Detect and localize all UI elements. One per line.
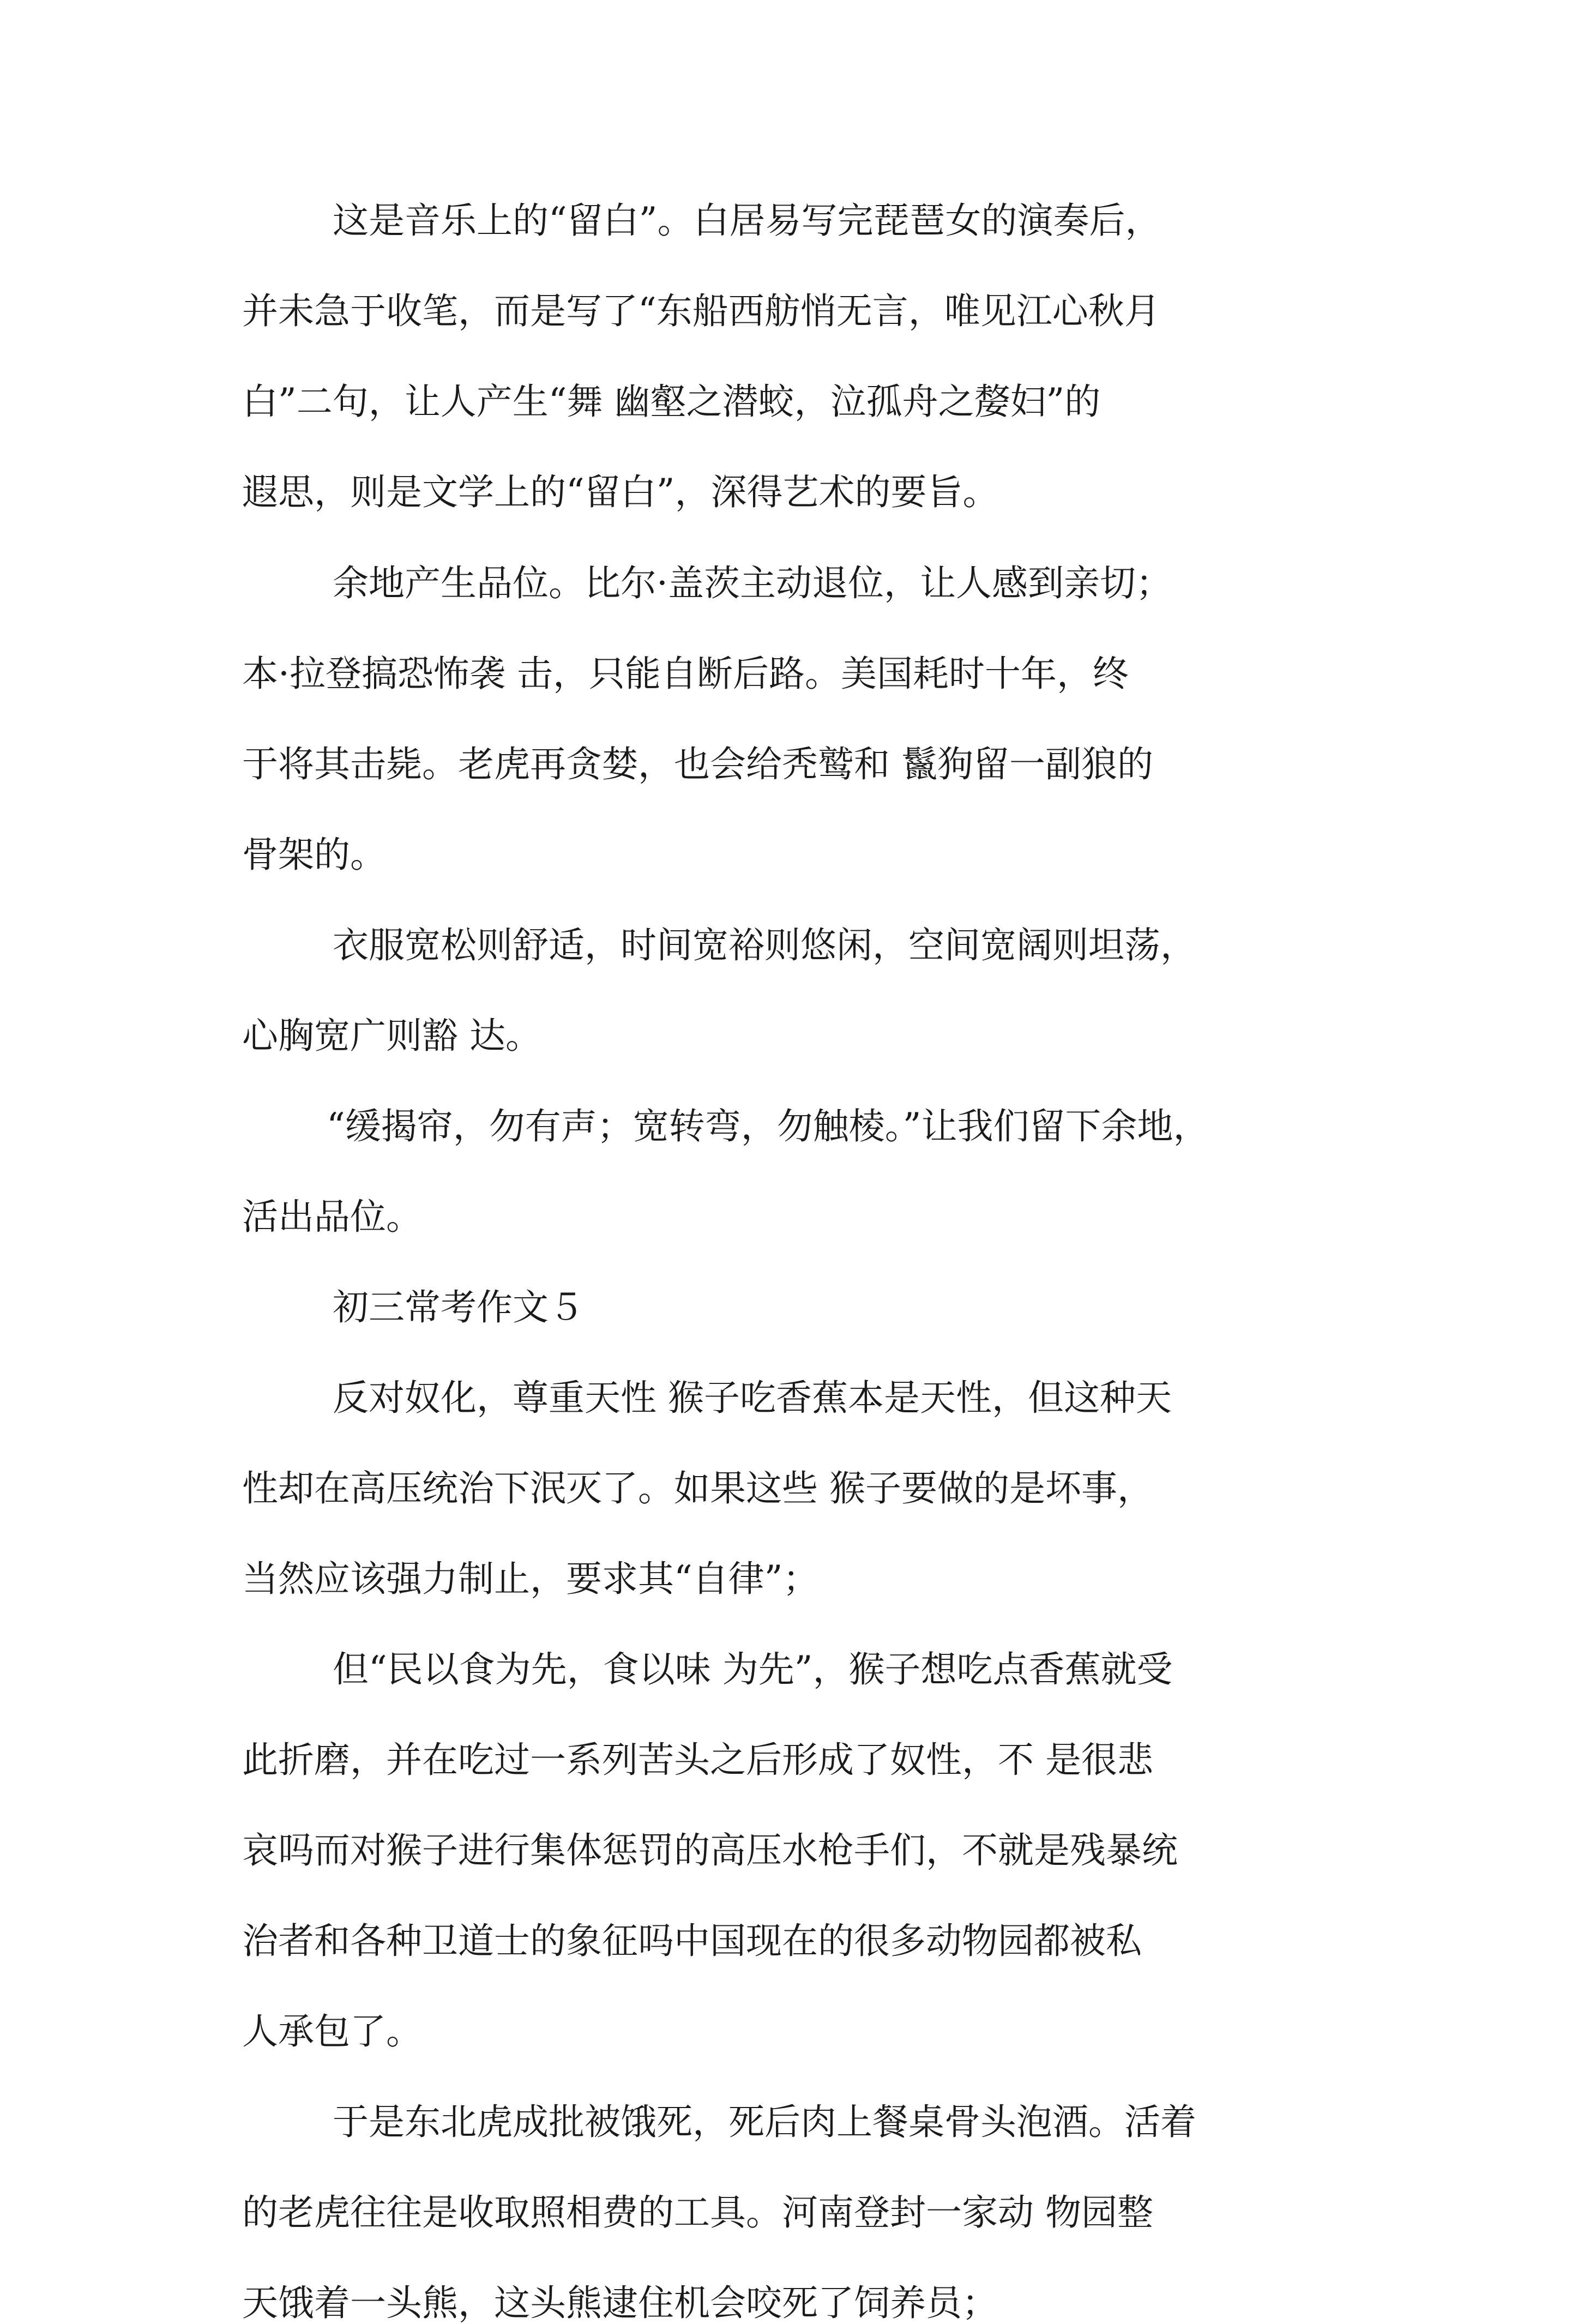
paragraph-8-line-2: 的老虎往往是收取照相费的工具。河南登封一家动 物园整 — [242, 2191, 1153, 2233]
paragraph-7-line-4: 治者和各种卫道士的象征吗中国现在的很多动物园都被私 — [242, 1920, 1142, 1962]
paragraph-4-line-1: “缓揭帘，勿有声；宽转弯，勿触棱。”让我们留下余地， — [327, 1105, 1209, 1147]
paragraph-4-line-2: 活出品位。 — [242, 1196, 422, 1238]
paragraph-7-line-1: 但“民以食为先，食以味 为先”，猴子想吃点香蕉就受 — [333, 1648, 1173, 1690]
paragraph-2-line-4: 骨架的。 — [242, 834, 386, 876]
paragraph-8-line-3: 天饿着一头熊，这头熊逮住机会咬死了饲养员； — [242, 2282, 998, 2324]
paragraph-2-line-2: 本·拉登搞恐怖袭 击，只能自断后路。美国耗时十年，终 — [242, 653, 1129, 695]
paragraph-3-line-2: 心胸宽广则豁 达。 — [242, 1015, 541, 1057]
paragraph-6-line-1: 反对奴化，尊重天性 猴子吃香蕉本是天性，但这种天 — [333, 1377, 1172, 1419]
paragraph-1-line-4: 遐思，则是文学上的“留白”，深得艺术的要旨。 — [242, 471, 999, 513]
paragraph-8-line-1: 于是东北虎成批被饿死，死后肉上餐桌骨头泡酒。活着 — [333, 2101, 1196, 2143]
paragraph-1-line-3: 白”二句，让人产生“舞 幽壑之潜蛟，泣孤舟之嫠妇”的 — [242, 381, 1101, 423]
paragraph-7-line-3: 哀吗而对猴子进行集体惩罚的高压水枪手们，不就是残暴统 — [242, 1829, 1178, 1871]
paragraph-2-line-1: 余地产生品位。比尔·盖茨主动退位，让人感到亲切； — [333, 562, 1172, 604]
paragraph-7-line-5: 人承包了。 — [242, 2010, 422, 2052]
paragraph-6-line-3: 当然应该强力制止，要求其“自律”； — [242, 1558, 819, 1600]
paragraph-6-line-2: 性却在高压统治下泯灭了。如果这些 猴子要做的是坏事， — [242, 1467, 1153, 1509]
paragraph-1-line-1: 这是音乐上的“留白”。白居易写完琵琶女的演奏后， — [333, 200, 1161, 242]
paragraph-3-line-1: 衣服宽松则舒适，时间宽裕则悠闲，空间宽阔则坦荡， — [333, 924, 1196, 966]
paragraph-7-line-2: 此折磨，并在吃过一系列苦头之后形成了奴性，不 是很悲 — [242, 1739, 1153, 1781]
essay-title: 初三常考作文５ — [333, 1286, 585, 1328]
paragraph-1-line-2: 并未急于收笔，而是写了“东船西舫悄无言，唯见江心秋月 — [242, 290, 1160, 332]
paragraph-2-line-3: 于将其击毙。老虎再贪婪，也会给秃鹫和 鬣狗留一副狼的 — [242, 743, 1153, 785]
